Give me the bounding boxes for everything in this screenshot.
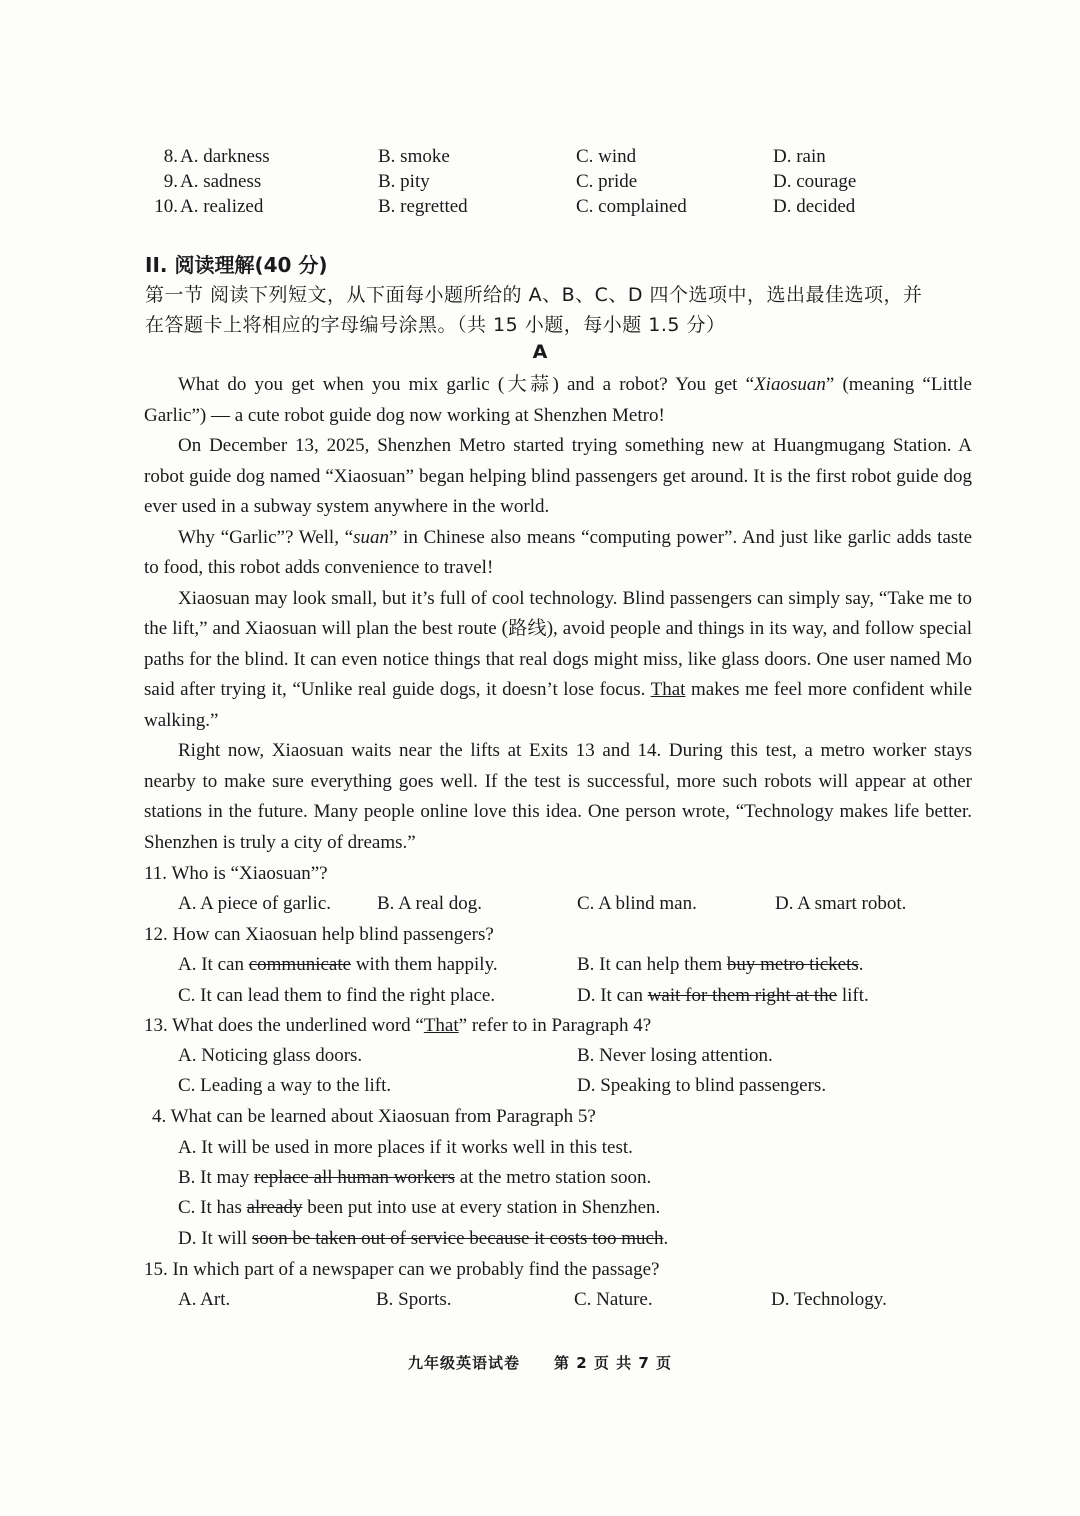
question-options [144, 1041, 984, 1071]
question-stem: 4. What can be learned about Xiaosuan from Paragraph 5? [152, 1106, 596, 1127]
passage-letter: A [532, 341, 548, 363]
section-instruction [145, 280, 975, 340]
option-a: A. Art. [178, 1289, 231, 1310]
instruction-line: 第一节 阅读下列短文，从下面每小题所给的 A、B、C、D 四个选项中，选出最佳选项，并 [145, 284, 923, 306]
option-b: B. pity [378, 171, 430, 192]
question-option [144, 1224, 984, 1254]
option-b: B. regretted [378, 196, 468, 217]
cloze-option-row [150, 144, 930, 169]
option-b: B. smoke [378, 146, 450, 167]
question-options [144, 981, 984, 1011]
paragraph: Why “Garlic”? Well, “suan” in Chinese also means “computing power”. And just like garlic adds taste to food, this robot adds convenience to travel! [144, 526, 972, 578]
instruction-line: 在答题卡上将相应的字母编号涂黑。（共 15 小题，每小题 1.5 分） [145, 314, 726, 336]
question-number: 8. [163, 146, 178, 167]
italic-term: suan [353, 526, 389, 548]
section-title: II. 阅读理解(40 分) [145, 253, 328, 277]
question-options [144, 1285, 984, 1315]
question-option [144, 1163, 984, 1193]
underlined-word: That [423, 1015, 459, 1036]
reading-passage [144, 370, 972, 858]
option-d: D. A smart robot. [775, 893, 907, 914]
option-c: C. A blind man. [577, 893, 697, 914]
option-b: B. Never losing attention. [577, 1045, 773, 1066]
question-stem: 13. What does the underlined word “That” refer to in Paragraph 4? [144, 1015, 652, 1036]
question-stem: 12. How can Xiaosuan help blind passengers? [144, 924, 494, 945]
underlined-word: That [650, 679, 686, 700]
option-a: A. A piece of garlic. [178, 893, 332, 914]
paragraph: On December 13, 2025, Shenzhen Metro started trying something new at Huangmugang Station. A robot guide dog named “Xiaosuan” began helping blind passengers get around. It is the first robot guide dog ever used in a subway system anywhere in the world. [144, 435, 972, 517]
question-options [144, 1071, 984, 1101]
option-a: A. realized [180, 196, 264, 217]
option-d: D. It will soon be taken out of service because it costs too much. [178, 1228, 669, 1249]
question-options [144, 889, 984, 919]
question-number: 9. [163, 171, 178, 192]
option-d: D. Speaking to blind passengers. [577, 1075, 827, 1096]
cloze-option-row [150, 169, 930, 194]
option-c: C. Leading a way to the lift. [178, 1075, 392, 1096]
option-d: D. decided [773, 196, 856, 217]
option-d: D. It can wait for them right at the lift. [577, 985, 869, 1006]
question-number: 10. [154, 196, 178, 217]
paragraph: Xiaosuan may look small, but it’s full of cool technology. Blind passengers can simply say, “Take me to the lift,” and Xiaosuan will plan the best route (路线), avoid people and things in its way, and follow special paths for the blind. It can even notice things that real dogs might miss, like glass doors. One user named Mo said after trying it, “Unlike real guide dogs, it doesn’t lose focus. That makes me feel more confident while walking.” [144, 587, 972, 731]
option-a: A. It will be used in more places if it works well in this test. [178, 1137, 633, 1158]
option-a: A. darkness [180, 146, 270, 167]
page-footer [0, 1352, 1080, 1373]
cloze-option-row [150, 194, 930, 219]
option-b: B. It can help them buy metro tickets. [577, 954, 864, 975]
option-b: B. It may replace all human workers at the metro station soon. [178, 1167, 652, 1188]
question-stem: 11. Who is “Xiaosuan”? [144, 863, 328, 884]
option-c: C. It can lead them to find the right place. [178, 985, 496, 1006]
question-option [144, 1193, 984, 1223]
option-b: B. Sports. [376, 1289, 452, 1310]
option-c: C. Nature. [574, 1289, 653, 1310]
option-d: D. rain [773, 146, 826, 167]
option-a: A. sadness [180, 171, 262, 192]
option-d: D. courage [773, 171, 857, 192]
italic-term: Xiaosuan [754, 374, 826, 395]
question-options [144, 950, 984, 980]
exam-title: 九年级英语试卷 [407, 1354, 520, 1372]
paragraph: Right now, Xiaosuan waits near the lifts at Exits 13 and 14. During this test, a metro worker stays nearby to make sure everything goes well. If the test is successful, more such robots will appear at other stations in the future. Many people online love this idea. One person wrote, “Technology makes life better. Shenzhen is truly a city of dreams.” [144, 740, 972, 853]
option-c: C. It has already been put into use at every station in Shenzhen. [178, 1197, 661, 1218]
option-a: A. Noticing glass doors. [178, 1045, 363, 1066]
option-c: C. wind [576, 146, 637, 167]
option-b: B. A real dog. [377, 893, 483, 914]
option-d: D. Technology. [771, 1289, 887, 1310]
option-c: C. complained [576, 196, 687, 217]
paragraph: What do you get when you mix garlic (大蒜) and a robot? You get “Xiaosuan” (meaning “Little Garlic”) — a cute robot guide dog now working at Shenzhen Metro! [144, 374, 972, 426]
page-number: 第 2 页 共 7 页 [554, 1354, 672, 1372]
option-c: C. pride [576, 171, 638, 192]
question-option [144, 1133, 984, 1163]
question-stem: 15. In which part of a newspaper can we probably find the passage? [144, 1259, 660, 1280]
option-a: A. It can communicate with them happily. [178, 954, 498, 975]
